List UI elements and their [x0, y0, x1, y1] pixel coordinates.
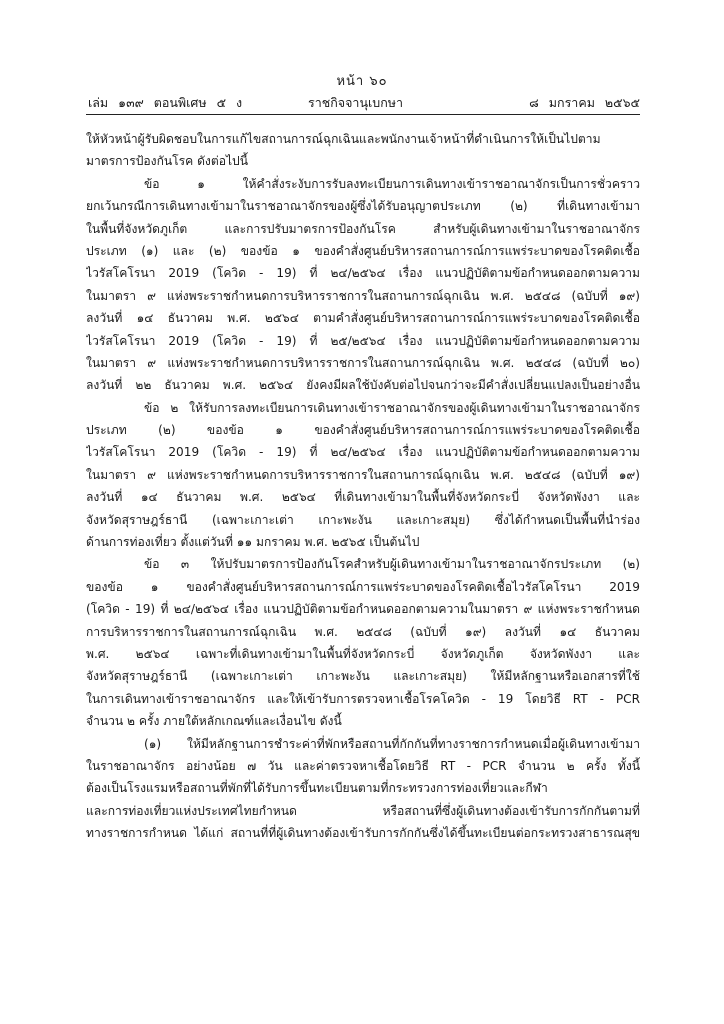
- publication-name: ราชกิจจานุเบกษา: [308, 95, 404, 110]
- text-line: มาตรการป้องกันโรค ดังต่อไปนี้: [86, 154, 248, 169]
- sub-clause-1-start: (๑) ให้มีหลักฐานการชำระค่าที่พักหรือสถานที่กักกันที่ทางราชการกำหนดเมื่อผู้เดินทางเข้ามา: [144, 736, 640, 751]
- text-line: จังหวัดสุราษฎร์ธานี (เฉพาะเกาะเต่า เกาะพะงัน และเกาะสมุย) ให้มีหลักฐานหรือเอกสารที่ใช้: [86, 669, 640, 684]
- volume-info: เล่ม ๑๓๙ ตอนพิเศษ ๕ ง: [88, 95, 243, 110]
- clause-2-start: ข้อ ๒ ให้รับการลงทะเบียนการเดินทางเข้าราชอาณาจักรของผู้เดินทางเข้ามาในราชอาณาจักร: [144, 400, 640, 415]
- publication-date: ๘ มกราคม ๒๕๖๕: [529, 95, 640, 110]
- text-line: การบริหารราชการในสถานการณ์ฉุกเฉิน พ.ศ. ๒๕๔๘ (ฉบับที่ ๑๙) ลงวันที่ ๑๔ ธันวาคม: [86, 624, 640, 639]
- text-line: ลงวันที่ ๒๒ ธันวาคม พ.ศ. ๒๕๖๔ ยังคงมีผลใช้บังคับต่อไปจนกว่าจะมีคำสั่งเปลี่ยนแปลงเป็นอย่างอื่น: [86, 378, 640, 393]
- text-line: ต้องเป็นโรงแรมหรือสถานที่พักที่ได้รับการขึ้นทะเบียนตามที่กระทรวงการท่องเที่ยวและกีฬา: [86, 781, 548, 796]
- text-line: ประเภท (๑) และ (๒) ของข้อ ๑ ของคำสั่งศูนย์บริหารสถานการณ์การแพร่ระบาดของโรคติดเชื้อ: [86, 243, 640, 258]
- text-line: ด้านการท่องเที่ยว ตั้งแต่วันที่ ๑๑ มกราคม พ.ศ. ๒๕๖๕ เป็นต้นไป: [86, 535, 420, 550]
- text-line: ทางราชการกำหนด ได้แก่ สถานที่ที่ผู้เดินทางต้องเข้ารับการกักกันซึ่งได้ขึ้นทะเบียนต่อกระทรวงสาธารณสุข: [86, 826, 640, 841]
- clause-1-start: ข้อ ๑ ให้คำสั่งระงับการรับลงทะเบียนการเดินทางเข้าราชอาณาจักรเป็นการชั่วคราว: [144, 176, 640, 191]
- text-line: จำนวน ๒ ครั้ง ภายใต้หลักเกณฑ์และเงื่อนไข ดังนี้: [86, 714, 342, 729]
- text-line: ในราชอาณาจักร อย่างน้อย ๗ วัน และค่าตรวจหาเชื้อโดยวิธี RT - PCR จำนวน ๒ ครั้ง ทั้งนี้: [86, 758, 640, 773]
- text-line: ในมาตรา ๙ แห่งพระราชกำหนดการบริหารราชการในสถานการณ์ฉุกเฉิน พ.ศ. ๒๕๔๘ (ฉบับที่ ๑๙): [86, 467, 640, 482]
- text-line: ประเภท (๒) ของข้อ ๑ ของคำสั่งศูนย์บริหารสถานการณ์การแพร่ระบาดของโรคติดเชื้อ: [86, 423, 640, 438]
- text-line: ไวรัสโคโรนา 2019 (โควิด - 19) ที่ ๒๔/๒๕๖๔ เรื่อง แนวปฏิบัติตามข้อกำหนดออกตามความ: [86, 445, 640, 460]
- text-line: จังหวัดสุราษฎร์ธานี (เฉพาะเกาะเต่า เกาะพะงัน และเกาะสมุย) ซึ่งได้กำหนดเป็นพื้นที่นำร่อง: [86, 512, 640, 527]
- page-number: หน้า ๖๐: [336, 74, 388, 89]
- text-line: ในพื้นที่จังหวัดภูเก็ต และการปรับมาตรการป้องกันโรค สำหรับผู้เดินทางเข้ามาในราชอาณาจักร: [86, 221, 640, 236]
- clause-3-start: ข้อ ๓ ให้ปรับมาตรการป้องกันโรคสำหรับผู้เดินทางเข้ามาในราชอาณาจักรประเภท (๒): [144, 557, 640, 572]
- text-line: ลงวันที่ ๑๔ ธันวาคม พ.ศ. ๒๕๖๔ ที่เดินทางเข้ามาในพื้นที่จังหวัดกระบี่ จังหวัดพังงา และ: [86, 490, 640, 505]
- text-line: ลงวันที่ ๑๔ ธันวาคม พ.ศ. ๒๕๖๔ ตามคำสั่งศูนย์บริหารสถานการณ์การแพร่ระบาดของโรคติดเชื้อ: [86, 311, 640, 326]
- text-line: ในการเดินทางเข้าราชอาณาจักร และให้เข้ารับการตรวจหาเชื้อโรคโควิด - 19 โดยวิธี RT - PCR: [86, 691, 640, 706]
- text-line: ของข้อ ๑ ของคำสั่งศูนย์บริหารสถานการณ์การแพร่ระบาดของโรคติดเชื้อไวรัสโคโรนา 2019: [86, 579, 640, 594]
- text-line: ในมาตรา ๙ แห่งพระราชกำหนดการบริหารราชการในสถานการณ์ฉุกเฉิน พ.ศ. ๒๕๔๘ (ฉบับที่ ๒๐): [86, 355, 640, 370]
- text-line: (โควิด - 19) ที่ ๒๔/๒๕๖๔ เรื่อง แนวปฏิบัติตามข้อกำหนดออกตามความในมาตรา ๙ แห่งพระราชกำหนด: [86, 602, 640, 617]
- order-body-text: [86, 128, 640, 845]
- gazette-header: [88, 93, 640, 113]
- text-line: และการท่องเที่ยวแห่งประเทศไทยกำหนด หรือสถานที่ซึ่งผู้เดินทางต้องเข้ารับการกักกันตามที่: [86, 803, 640, 818]
- text-line: ในมาตรา ๙ แห่งพระราชกำหนดการบริหารราชการในสถานการณ์ฉุกเฉิน พ.ศ. ๒๕๔๘ (ฉบับที่ ๑๙): [86, 288, 640, 303]
- text-line: ให้หัวหน้าผู้รับผิดชอบในการแก้ไขสถานการณ์ฉุกเฉินและพนักงานเจ้าหน้าที่ดำเนินการให้เป็นไปตาม: [86, 132, 601, 146]
- text-line: ยกเว้นกรณีการเดินทางเข้ามาในราชอาณาจักรของผู้ซึ่งได้รับอนุญาตประเภท (๒) ที่เดินทางเข้ามา: [86, 199, 640, 214]
- header-divider: [86, 114, 640, 115]
- text-line: ไวรัสโคโรนา 2019 (โควิด - 19) ที่ ๒๕/๒๕๖๔ เรื่อง แนวปฏิบัติตามข้อกำหนดออกตามความ: [86, 333, 640, 348]
- text-line: พ.ศ. ๒๕๖๔ เฉพาะที่เดินทางเข้ามาในพื้นที่จังหวัดกระบี่ จังหวัดภูเก็ต จังหวัดพังงา และ: [86, 646, 640, 661]
- text-line: ไวรัสโคโรนา 2019 (โควิด - 19) ที่ ๒๔/๒๕๖๔ เรื่อง แนวปฏิบัติตามข้อกำหนดออกตามความ: [86, 266, 640, 281]
